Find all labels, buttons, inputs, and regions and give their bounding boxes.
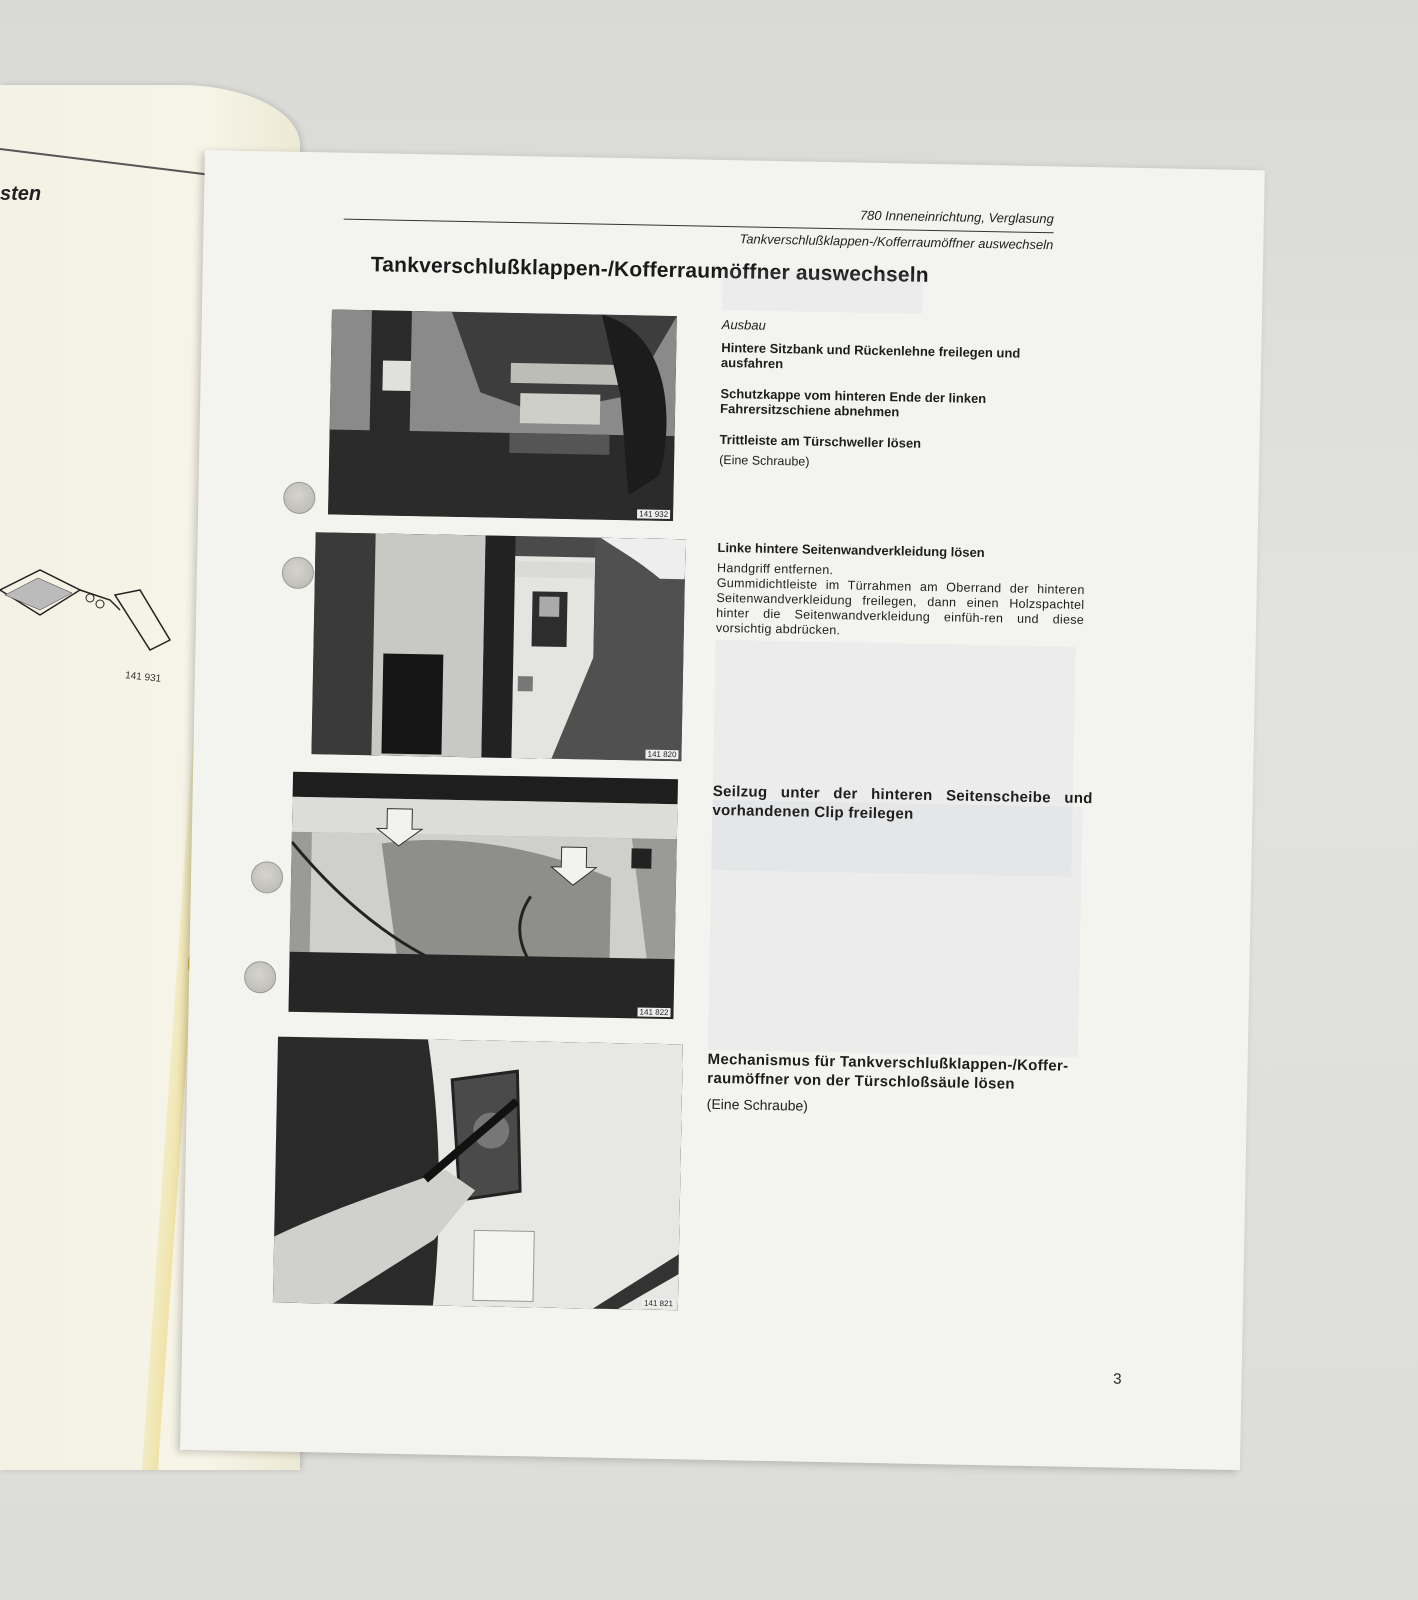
punch-hole: [283, 482, 316, 515]
punch-hole: [282, 557, 315, 590]
step-4-photo: [273, 1037, 683, 1311]
step-3-heading: Seilzug unter der hinteren Seitenscheibe und vorhandenen Clip freilegen: [712, 782, 1093, 823]
step-1-text: [719, 317, 1082, 474]
step-4-note: (Eine Schraube): [706, 1095, 809, 1114]
section-heading: 780 Inneneinrichtung, Verglasung: [859, 207, 1054, 227]
figure-number: 141 820: [647, 749, 677, 760]
page-number: 3: [1113, 1370, 1122, 1388]
page-title: Tankverschlußklappen-/Kofferraumöffner auswechseln: [370, 253, 930, 287]
step-1-item-3: Trittleiste am Türschweller lösen: [719, 431, 922, 451]
figure-number: 141 821: [643, 1298, 674, 1309]
subsection-heading: Tankverschlußklappen-/Kofferraumöffner auswechseln: [739, 231, 1054, 253]
step-1-item-1: Hintere Sitzbank und Rückenlehne freilegen und ausfahren: [720, 339, 1021, 372]
bleed-through: [722, 270, 923, 314]
figure-number: 141 932: [639, 509, 669, 519]
left-page-heading: sten: [0, 183, 42, 205]
bleed-through: [708, 800, 1083, 1057]
punch-hole: [244, 961, 277, 994]
step-2-body-1: Handgriff entfernen.: [716, 560, 834, 578]
step-4-heading: Mechanismus für Tankverschlußklappen-/Koffer-raumöffner von der Türschloßsäule lösen: [707, 1050, 1069, 1093]
step-3-text: [712, 782, 1093, 835]
step-1-photo: [328, 309, 677, 521]
left-figure-number: 141 931: [124, 670, 162, 685]
step-3-photo: [288, 772, 678, 1019]
step-2-body-2: Gummidichtleiste im Türrahmen am Oberrand der hinteren Seitenwandverkleidung freilegen, dann einen Holzspachtel hinter die Seitenwandverkleidung einfüh-ren und diese vorsichtig abdrücken.: [715, 575, 1085, 638]
step-1-label: Ausbau: [721, 316, 766, 333]
document-page: [180, 150, 1265, 1470]
step-1-item-2: Schutzkappe vom hinteren Ende der linken Fahrersitzschiene abnehmen: [719, 385, 987, 420]
punch-hole: [251, 861, 284, 894]
step-1-item-3-note: (Eine Schraube): [719, 452, 810, 469]
figure-number: 141 822: [639, 1007, 669, 1018]
step-2-photo: [311, 532, 685, 761]
step-4-text: [707, 1050, 1108, 1120]
step-2-heading: Linke hintere Seitenwandverkleidung lösen: [717, 539, 985, 561]
step-2-text: [716, 540, 1086, 643]
left-page-diagram: [0, 560, 180, 660]
